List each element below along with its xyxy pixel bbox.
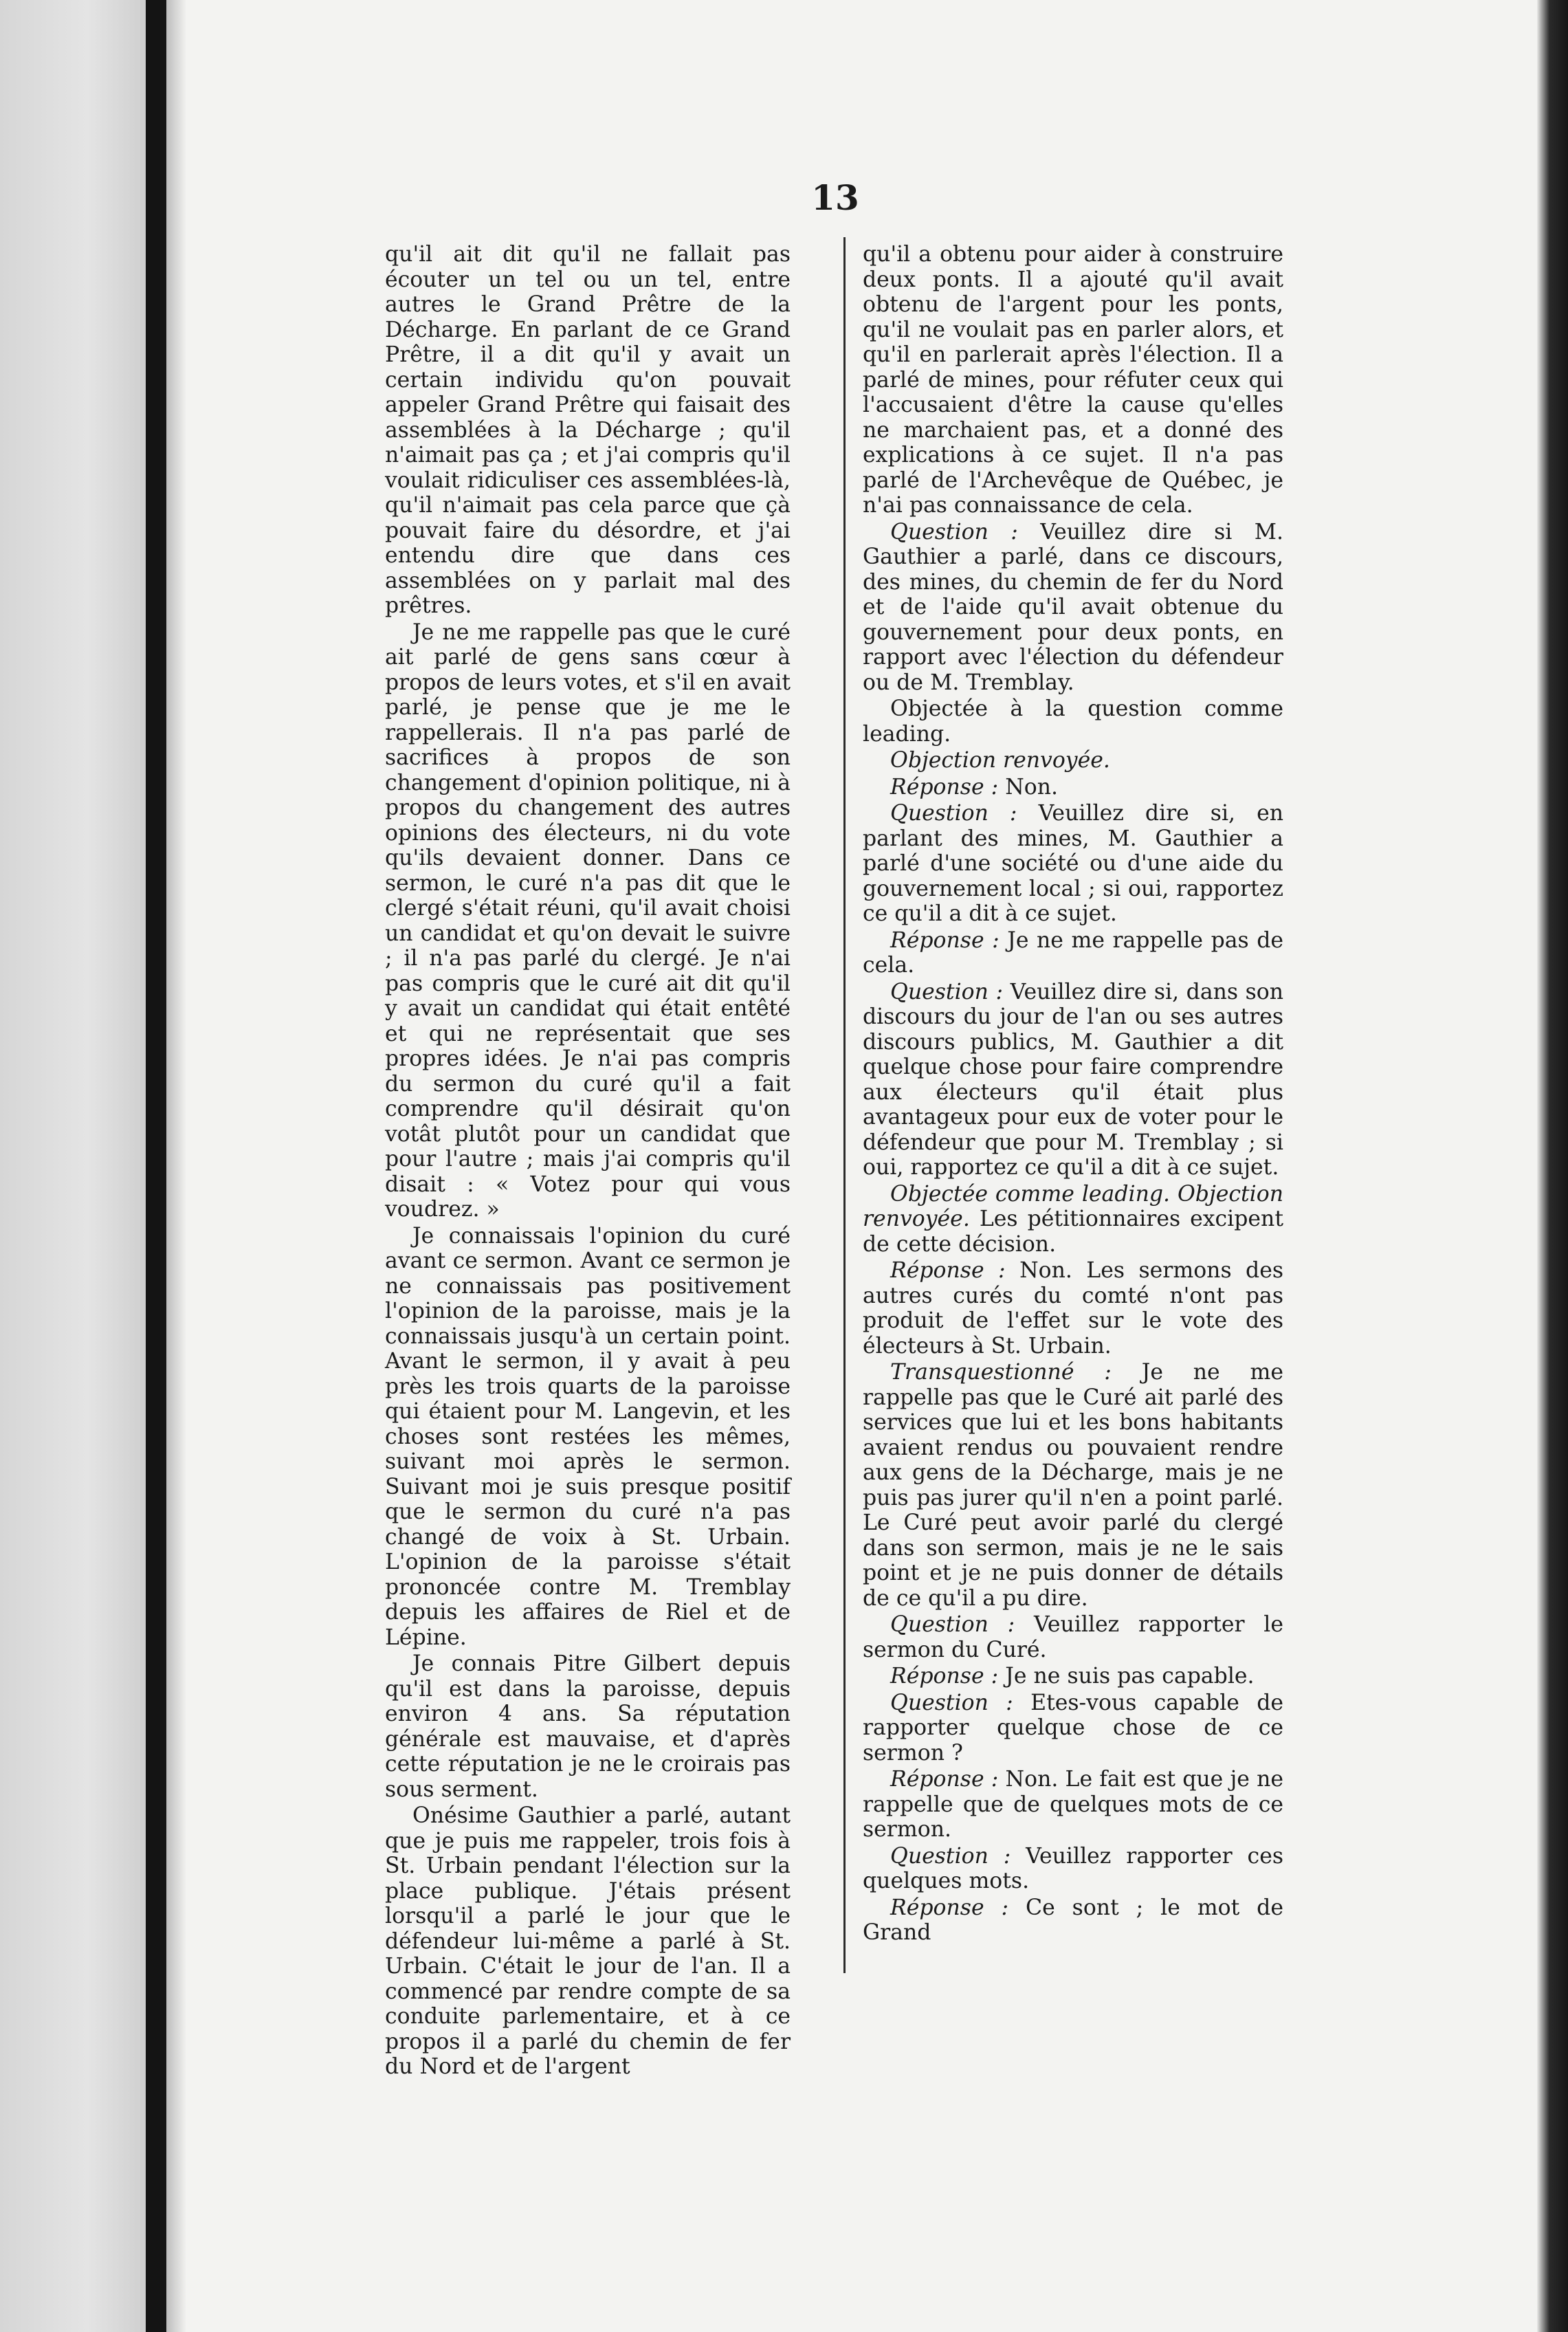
dialogue-label: Réponse : bbox=[890, 774, 999, 800]
paragraph bbox=[863, 1844, 1283, 1894]
paragraph bbox=[863, 242, 1283, 518]
paragraph-text: Veuillez dire si, en parlant des mines, M. Gauthier a parlé d'une société ou d'une aide du gouvernement local ; si oui, rapportez ce qu'il a dit à ce sujet. bbox=[863, 801, 1284, 926]
column-divider bbox=[843, 237, 846, 1973]
paragraph-text: Objectée à la question comme leading. bbox=[863, 696, 1283, 747]
paragraph bbox=[863, 928, 1283, 978]
paragraph bbox=[863, 1691, 1283, 1766]
paragraph bbox=[863, 1767, 1283, 1842]
paragraph bbox=[863, 1360, 1283, 1611]
dialogue-label: Question : bbox=[890, 801, 1017, 826]
paragraph-text: Je ne me rappelle pas de cela. bbox=[863, 927, 1284, 978]
paragraph-text: Je ne suis pas capable. bbox=[1005, 1664, 1255, 1688]
paragraph bbox=[863, 1258, 1283, 1358]
paragraph-text: Non. Le fait est que je ne rappelle que de quelques mots de ce sermon. bbox=[863, 1767, 1283, 1842]
paragraph bbox=[863, 1895, 1283, 1946]
dialogue-label: Objectée comme leading. Objection renvoyée. bbox=[863, 1181, 1283, 1231]
binding-shadow bbox=[166, 0, 186, 2332]
paragraph bbox=[863, 801, 1283, 927]
dialogue-label: Réponse : bbox=[890, 1767, 999, 1792]
paragraph bbox=[863, 1664, 1283, 1689]
paragraph: qu'il ait dit qu'il ne fallait pas écouter un tel ou un tel, entre autres le Grand Prêtre de la Décharge. En parlant de ce Grand Prêtre, il a dit qu'il y avait un certain individu qu'on pouvait appeler Grand Prêtre qui faisait des assemblées à la Décharge ; qu'il n'aimait pas ça ; et j'ai compris qu'il voulait ridiculiser ces assemblées-là, qu'il n'aimait pas cela parce que çà pouvait faire du désordre, et j'ai entendu dire que dans ces assemblées on y parlait mal des prêtres. bbox=[385, 242, 791, 618]
dialogue-label: Réponse : bbox=[890, 1664, 999, 1688]
paragraph bbox=[863, 696, 1283, 747]
paragraph bbox=[863, 1182, 1283, 1257]
paragraph-text: Etes-vous capable de rapporter quelque chose de ce sermon ? bbox=[863, 1690, 1283, 1766]
paragraph-text: Je ne me rappelle pas que le Curé ait parlé des services que lui et les bons habitants avaient rendus ou pouvaient rendre aux gens de la Décharge, mais je ne puis pas jurer qu'il n'en a point parlé. Le Curé peut avoir parlé du clergé dans son sermon, mais je ne le sais point et je ne puis donner de détails de ce qu'il a pu dire. bbox=[863, 1360, 1283, 1611]
paragraph-text: Non. bbox=[1005, 774, 1059, 800]
dialogue-label: Question : bbox=[890, 1843, 1011, 1869]
left-margin-shadow bbox=[0, 0, 146, 2332]
paragraph: Onésime Gauthier a parlé, autant que je puis me rappeler, trois fois à St. Urbain pendant l'élection sur la place publique. J'étais présent lorsqu'il a parlé le jour que le défendeur lui-même a parlé à St. Urbain. C'était le jour de l'an. Il a commencé par rendre compte de sa conduite parlementaire, et à ce propos il a parlé du chemin de fer du Nord et de l'argent bbox=[385, 1803, 791, 2079]
dialogue-label: Objection renvoyée. bbox=[890, 748, 1110, 773]
dialogue-label: Question : bbox=[890, 519, 1018, 544]
paragraph: Je connaissais l'opinion du curé avant ce sermon. Avant ce sermon je ne connaissais pas positivement l'opinion de la paroisse, mais je la connaissais jusqu'à un certain point. Avant le sermon, il y avait à peu près les trois quarts de la paroisse qui étaient pour M. Langevin, et les choses sont restées les mêmes, suivant moi après le sermon. Suivant moi je suis presque positif que le sermon du curé n'a pas changé de voix à St. Urbain. L'opinion de la paroisse s'était prononcée contre M. Tremblay depuis les affaires de Riel et de Lépine. bbox=[385, 1223, 791, 1650]
dialogue-label: Question : bbox=[890, 1612, 1015, 1637]
binding-edge bbox=[146, 0, 166, 2332]
paragraph-text: Ce sont ; le mot de Grand bbox=[863, 1895, 1283, 1945]
paragraph bbox=[863, 775, 1283, 800]
paragraph bbox=[863, 1612, 1283, 1662]
paragraph bbox=[863, 980, 1283, 1180]
paragraph-text: Veuillez dire si M. Gauthier a parlé, dans ce discours, des mines, du chemin de fer du Nord et de l'aide qu'il avait obtenue du gouvernement pour deux ponts, en rapport avec l'élection du défendeur ou de M. Tremblay. bbox=[863, 519, 1283, 695]
paragraph-text: Veuillez rapporter ces quelques mots. bbox=[863, 1843, 1283, 1893]
dialogue-label: Réponse : bbox=[890, 927, 1000, 953]
right-page-edge bbox=[1537, 0, 1568, 2332]
dialogue-label: Question : bbox=[890, 1690, 1013, 1715]
paragraph-text: Les pétitionnaires excipent de cette décision. bbox=[863, 1207, 1284, 1257]
paragraph bbox=[863, 748, 1283, 773]
paragraph bbox=[863, 520, 1283, 696]
dialogue-label: Question : bbox=[890, 979, 1004, 1004]
paragraph-text: qu'il a obtenu pour aider à construire deux ponts. Il a ajouté qu'il avait obtenu de l'argent pour les ponts, qu'il ne voulait pas en parler alors, et qu'il en parlerait après l'élection. Il a parlé de mines, pour réfuter ceux qui l'accusaient d'être la cause qu'elles ne marchaient pas, et a donné des explications à ce sujet. Il n'a pas parlé de l'Archevêque de Québec, je n'ai pas connaissance de cela. bbox=[863, 242, 1283, 518]
dialogue-label: Réponse : bbox=[890, 1895, 1009, 1920]
left-column bbox=[385, 242, 791, 2080]
page-number: 13 bbox=[811, 177, 859, 218]
right-column bbox=[863, 242, 1283, 1946]
paragraph-text: Veuillez rapporter le sermon du Curé. bbox=[863, 1612, 1284, 1662]
dialogue-label: Transquestionné : bbox=[890, 1360, 1112, 1385]
dialogue-label: Réponse : bbox=[890, 1258, 1006, 1283]
paragraph: Je ne me rappelle pas que le curé ait parlé de gens sans cœur à propos de leurs votes, et s'il en avait parlé, je pense que je me le rappellerais. Il n'a pas parlé de sacrifices à propos de son changement d'opinion politique, ni à propos du changement des autres opinions des électeurs, ni du vote qu'ils devaient donner. Dans ce sermon, le curé n'a pas dit que le clergé s'était réuni, qu'il avait choisi un candidat et qu'on devait le suivre ; il n'a pas parlé du clergé. Je n'ai pas compris que le curé ait dit qu'il y avait un candidat qui était entêté et qui ne représentait que ses propres idées. Je n'ai pas compris du sermon du curé qu'il a fait comprendre qu'il désirait qu'on votât plutôt pour un candidat que pour l'autre ; mais j'ai compris qu'il disait : « Votez pour qui vous voudrez. » bbox=[385, 619, 791, 1222]
paragraph-text: Non. Les sermons des autres curés du comté n'ont pas produit de l'effet sur le vote des électeurs à St. Urbain. bbox=[863, 1258, 1284, 1358]
paragraph: Je connais Pitre Gilbert depuis qu'il est dans la paroisse, depuis environ 4 ans. Sa réputation générale est mauvaise, et d'après cette réputation je ne le croirais pas sous serment. bbox=[385, 1651, 791, 1802]
paragraph-text: Veuillez dire si, dans son discours du jour de l'an ou ses autres discours publics, M. Gauthier a dit quelque chose pour faire comprendre aux électeurs qu'il était plus avantageux pour eux de voter pour le défendeur que pour M. Tremblay ; si oui, rapportez ce qu'il a dit à ce sujet. bbox=[863, 979, 1284, 1180]
